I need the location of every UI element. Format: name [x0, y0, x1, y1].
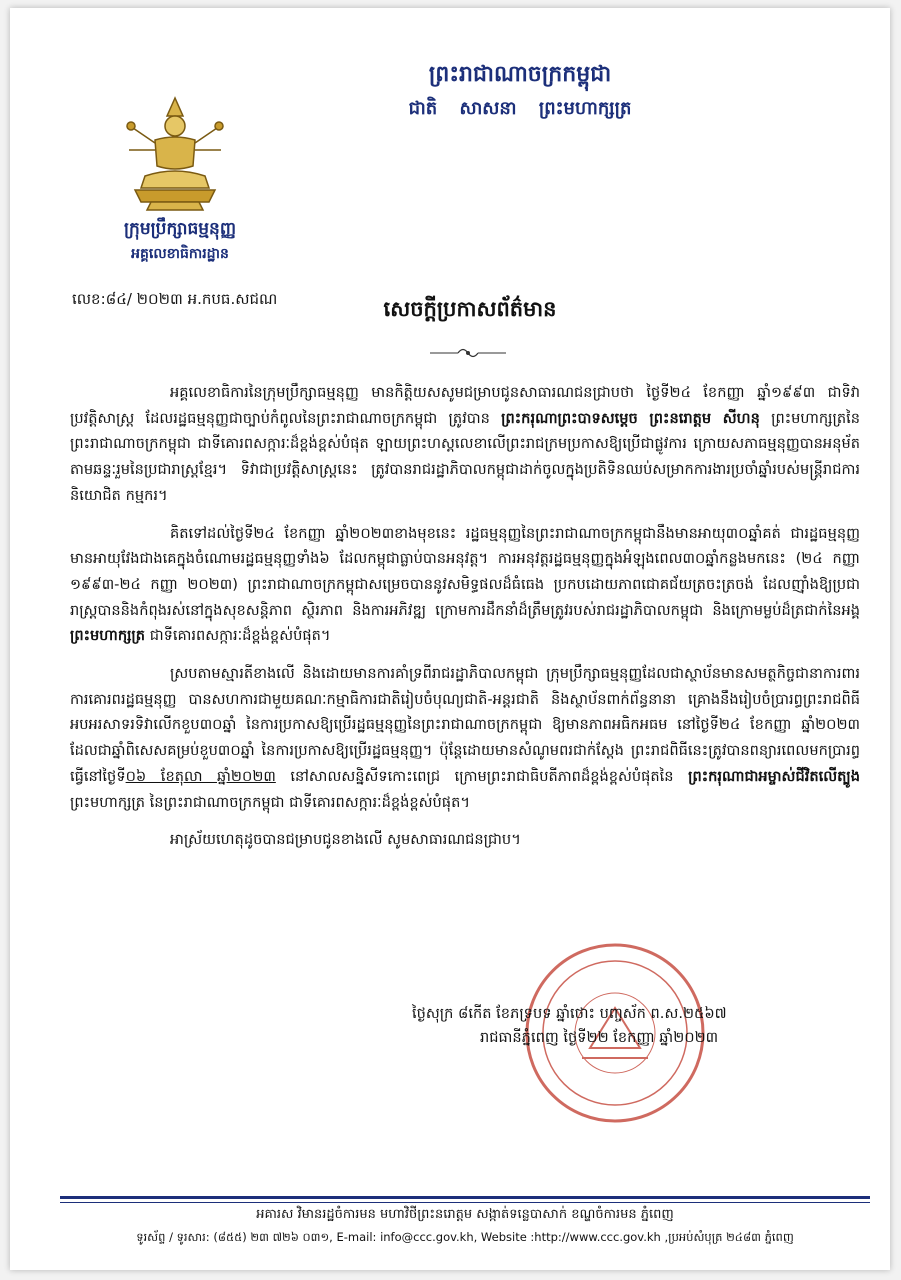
- apsara-deity-emblem-icon: [105, 88, 245, 213]
- solar-date: រាជធានីភ្នំពេញ ថ្ងៃទី២២ ខែកញ្ញា ឆ្នាំ២០២៣: [480, 1029, 719, 1046]
- p3-text-a: ស្របតាមស្មារតីខាងលើ និងដោយមានការគាំទ្រពីរាជរដ្ឋាភិបាលកម្ពុជា ក្រុមប្រឹក្សាធម្មនុញ្ញដែលជាស្ថាប័នមានសមត្ថកិច្ចជានាការពារការគោរពរដ្ឋធម្មនុញ្ញ បានសហការជាមួយគណៈកម្មាធិការជាតិរៀបចំបុណ្យជាតិ-អន្តរជាតិ និងស្ថាប័នពាក់ព័ន្ធនានា គ្រោងនឹងរៀបចំប្រារព្ធព្រះរាជពិធីអបអរសាទរទិវាលើកខួប៣០ឆ្នាំ នៃការប្រកាសឱ្យប្រើរដ្ឋធម្មនុញ្ញនៃព្រះរាជាណាចក្រកម្ពុជា ឱ្យមានភាពអធិកអធម នៅថ្ងៃទី២៤ ខែកញ្ញា ឆ្នាំ២០២៣ ដែលជាឆ្នាំពិសេសគម្រប់ខួប៣០ឆ្នាំ នៃការប្រកាសឱ្យប្រើរដ្ឋធម្មនុញ្ញ។ ប៉ុន្តែដោយមានសំណូមពរជាក់ស្តែង ព្រះរាជពិធីនេះត្រូវបានពន្យារពេលមកប្រារព្ធធ្វើនៅថ្ងៃទី: [70, 665, 860, 785]
- kingdom-title: ព្រះរាជាណាចក្រកម្ពុជា: [428, 61, 612, 87]
- paragraph-1: [70, 380, 860, 509]
- p3-event-date: ០៦ ខែតុលា ឆ្នាំ២០២៣: [125, 767, 276, 785]
- p3-text-d: ព្រះមហាក្សត្រ នៃព្រះរាជាណាចក្រកម្ពុជា ជាទីគោរពសក្ការៈដ៏ខ្ពង់ខ្ពស់បំផុត។: [70, 793, 470, 811]
- paragraph-3: [70, 661, 860, 815]
- ornament-divider-icon: [428, 344, 508, 362]
- motto-nation: ជាតិ: [408, 98, 438, 119]
- paragraph-2: [70, 521, 860, 650]
- document-page: [10, 8, 890, 1270]
- p1-king-name: ព្រះករុណាព្រះបាទសម្តេច ព្រះនរោត្តម សីហនុ: [501, 409, 760, 427]
- document-title: សេចក្តីប្រកាសព័ត៌មាន: [383, 296, 557, 321]
- motto-religion: សាសនា: [459, 98, 517, 119]
- council-name: ក្រុមប្រឹក្សាធម្មនុញ្ញ: [123, 219, 237, 239]
- p3-king-title: ព្រះករុណាជាអម្ចាស់ជីវិតលើត្បូង: [688, 767, 861, 785]
- footer-divider: [60, 1196, 870, 1203]
- paragraph-4: អាស្រ័យហេតុដូចបានជម្រាបជូនខាងលើ សូមសាធារណជនជ្រាប។: [170, 831, 521, 849]
- council-subtitle: អគ្គលេខាធិការដ្ឋាន: [131, 246, 229, 262]
- motto-king: ព្រះមហាក្សត្រ: [538, 98, 632, 119]
- national-motto: [340, 96, 700, 123]
- p1-text-a: អគ្គលេខាធិការនៃក្រុមប្រឹក្សាធម្មនុញ្ញ មានកិត្តិយសសូមជម្រាបជូនសាធារណជនជ្រាបថា ថ្ងៃទី២៤ ខែកញ្ញា ឆ្នាំ១៩៩៣ ជាទិវាប្រវត្តិសាស្ត្រ ដែលរដ្ឋធម្មនុញ្ញជាច្បាប់កំពូលនៃព្រះរាជាណាចក្រកម្ពុជា ត្រូវបាន: [70, 384, 860, 427]
- p1-text-c: ព្រះមហាក្សត្រនៃព្រះរាជាណាចក្រកម្ពុជា ជាទីគោរពសក្ការៈដ៏ខ្ពង់ខ្ពស់បំផុត ឡាយព្រះហស្តលេខាលើព្រះរាជក្រមប្រកាសឱ្យប្រើជាផ្លូវការ ក្រោយសភាធម្មនុញ្ញបានអនុម័តតាមឆន្ទៈរួមនៃប្រជារាស្ត្រខ្មែរ។ ទិវាជាប្រវត្តិសាស្ត្រនេះ ត្រូវបានរាជរដ្ឋាភិបាលកម្ពុជាដាក់ចូលក្នុងប្រតិទិនឈប់សម្រាកការងារប្រចាំឆ្នាំរបស់មន្ត្រីរាជការ និយោជិត កម្មករ។: [70, 409, 861, 504]
- lunar-date: ថ្ងៃសុក្រ ៨កើត ខែភទ្របទ ឆ្នាំថោះ បញ្ចស័ក ព.ស.២៥៦៧: [412, 1005, 727, 1022]
- date-block: [410, 1002, 830, 1050]
- p2-text-c: ជាទីគោរពសក្ការៈដ៏ខ្ពង់ខ្ពស់បំផុត។: [149, 627, 331, 645]
- reference-number: លេខ:៨៤/ ២០២៣ អ.កបធ.សជណ: [72, 290, 278, 308]
- footer-address: អគារស វិមានរដ្ឋចំការមន មហាវិថីព្រះនរោត្តម សង្កាត់ទន្លេបាសាក់ ខណ្ឌចំការមន ភ្នំពេញ: [256, 1207, 674, 1222]
- p3-text-b: នៅសាលសន្និសីទកោះពេជ្រ ក្រោមព្រះរាជាធិបតីភាពដ៏ខ្ពង់ខ្ពស់បំផុតនៃ: [290, 767, 674, 785]
- footer-contact: ទូរស័ព្ទ / ទូរសារ: (៨៥៥) ២៣ ៧២៦ ០៣១, E-mail: info@ccc.gov.kh, Website :http://www.ccc.gov.kh ,ប្រអប់សំបុត្រ ២៤៨៣ ភ្នំពេញ: [136, 1230, 794, 1244]
- p2-king-title: ព្រះមហាក្សត្រ: [70, 627, 146, 645]
- p2-text-a: គិតទៅដល់ថ្ងៃទី២៤ ខែកញ្ញា ឆ្នាំ២០២៣ខាងមុខនេះ រដ្ឋធម្មនុញ្ញនៃព្រះរាជាណាចក្រកម្ពុជានឹងមានអាយុ៣០ឆ្នាំគត់ ជារដ្ឋធម្មនុញ្ញមានអាយុវែងជាងគេក្នុងចំណោមរដ្ឋធម្មនុញ្ញទាំង៦ ដែលកម្ពុជាធ្លាប់បានអនុវត្ត។ ការអនុវត្តរដ្ឋធម្មនុញ្ញក្នុងអំឡុងពេល៣០ឆ្នាំកន្លងមកនេះ (២៤ កញ្ញា ១៩៩៣-២៤ កញ្ញា ២០២៣) ព្រះរាជាណាចក្រកម្ពុជាសម្រេចបាននូវសមិទ្ធផលដ៏ធំធេង ប្រកបដោយភាពជោគជ័យត្រចះត្រចង់ ដែលញ៉ាំងឱ្យប្រជារាស្ត្របាននិងកំពុងរស់នៅក្នុងសុខសន្តិភាព ស្ថិរភាព និងការអភិវឌ្ឍ ក្រោមការដឹកនាំដ៏ត្រឹមត្រូវរបស់រាជរដ្ឋាភិបាលកម្ពុជា និងក្រោមម្លប់ដ៏ត្រជាក់នៃអង្គ: [70, 524, 860, 619]
- announcement-body: [70, 380, 860, 865]
